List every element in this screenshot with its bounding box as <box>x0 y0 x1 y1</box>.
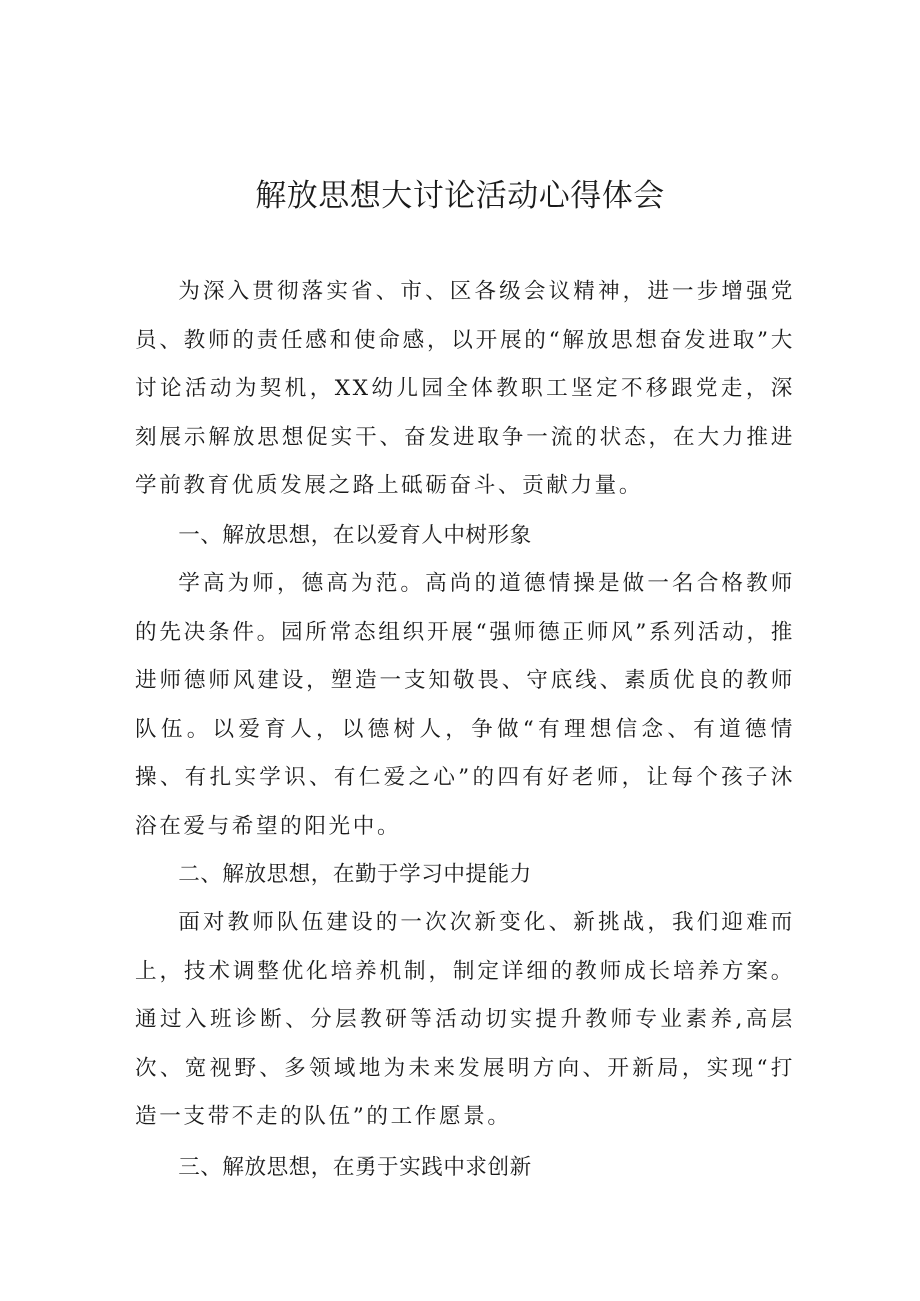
document-title: 解放思想大讨论活动心得体会 <box>255 178 665 214</box>
section-1-heading: 一、解放思想，在以爱育人中树形象 <box>178 523 532 548</box>
section-1-paragraph: 学高为师，德高为范。高尚的道德情操是做一名合格教师的先决条件。园所常态组织开展“强师德正师风”系列活动，推进师德师风建设，塑造一支知敬畏、守底线、素质优良的教师队伍。以爱育人，以德树人，争做“有理想信念、有道德情操、有扎实学识、有仁爱之心”的四有好老师，让每个孩子沐浴在爱与希望的阳光中。 <box>135 571 795 839</box>
section-2-paragraph: 面对教师队伍建设的一次次新变化、新挑战，我们迎难而上，技术调整优化培养机制，制定详细的教师成长培养方案。通过入班诊断、分层教研等活动切实提升教师专业素养,高层次、宽视野、多领域地为未来发展明方向、开新局，实现“打造一支带不走的队伍”的工作愿景。 <box>135 910 795 1129</box>
section-2-heading: 二、解放思想，在勤于学习中提能力 <box>178 862 532 887</box>
section-3-heading: 三、解放思想，在勇于实践中求创新 <box>178 1155 532 1180</box>
intro-paragraph: 为深入贯彻落实省、市、区各级会议精神，进一步增强党员、教师的责任感和使命感，以开展的“解放思想奋发进取”大讨论活动为契机，XX幼儿园全体教职工坚定不移跟党走，深刻展示解放思想促实干、奋发进取争一流的状态，在大力推进学前教育优质发展之路上砥砺奋斗、贡献力量。 <box>135 279 795 498</box>
